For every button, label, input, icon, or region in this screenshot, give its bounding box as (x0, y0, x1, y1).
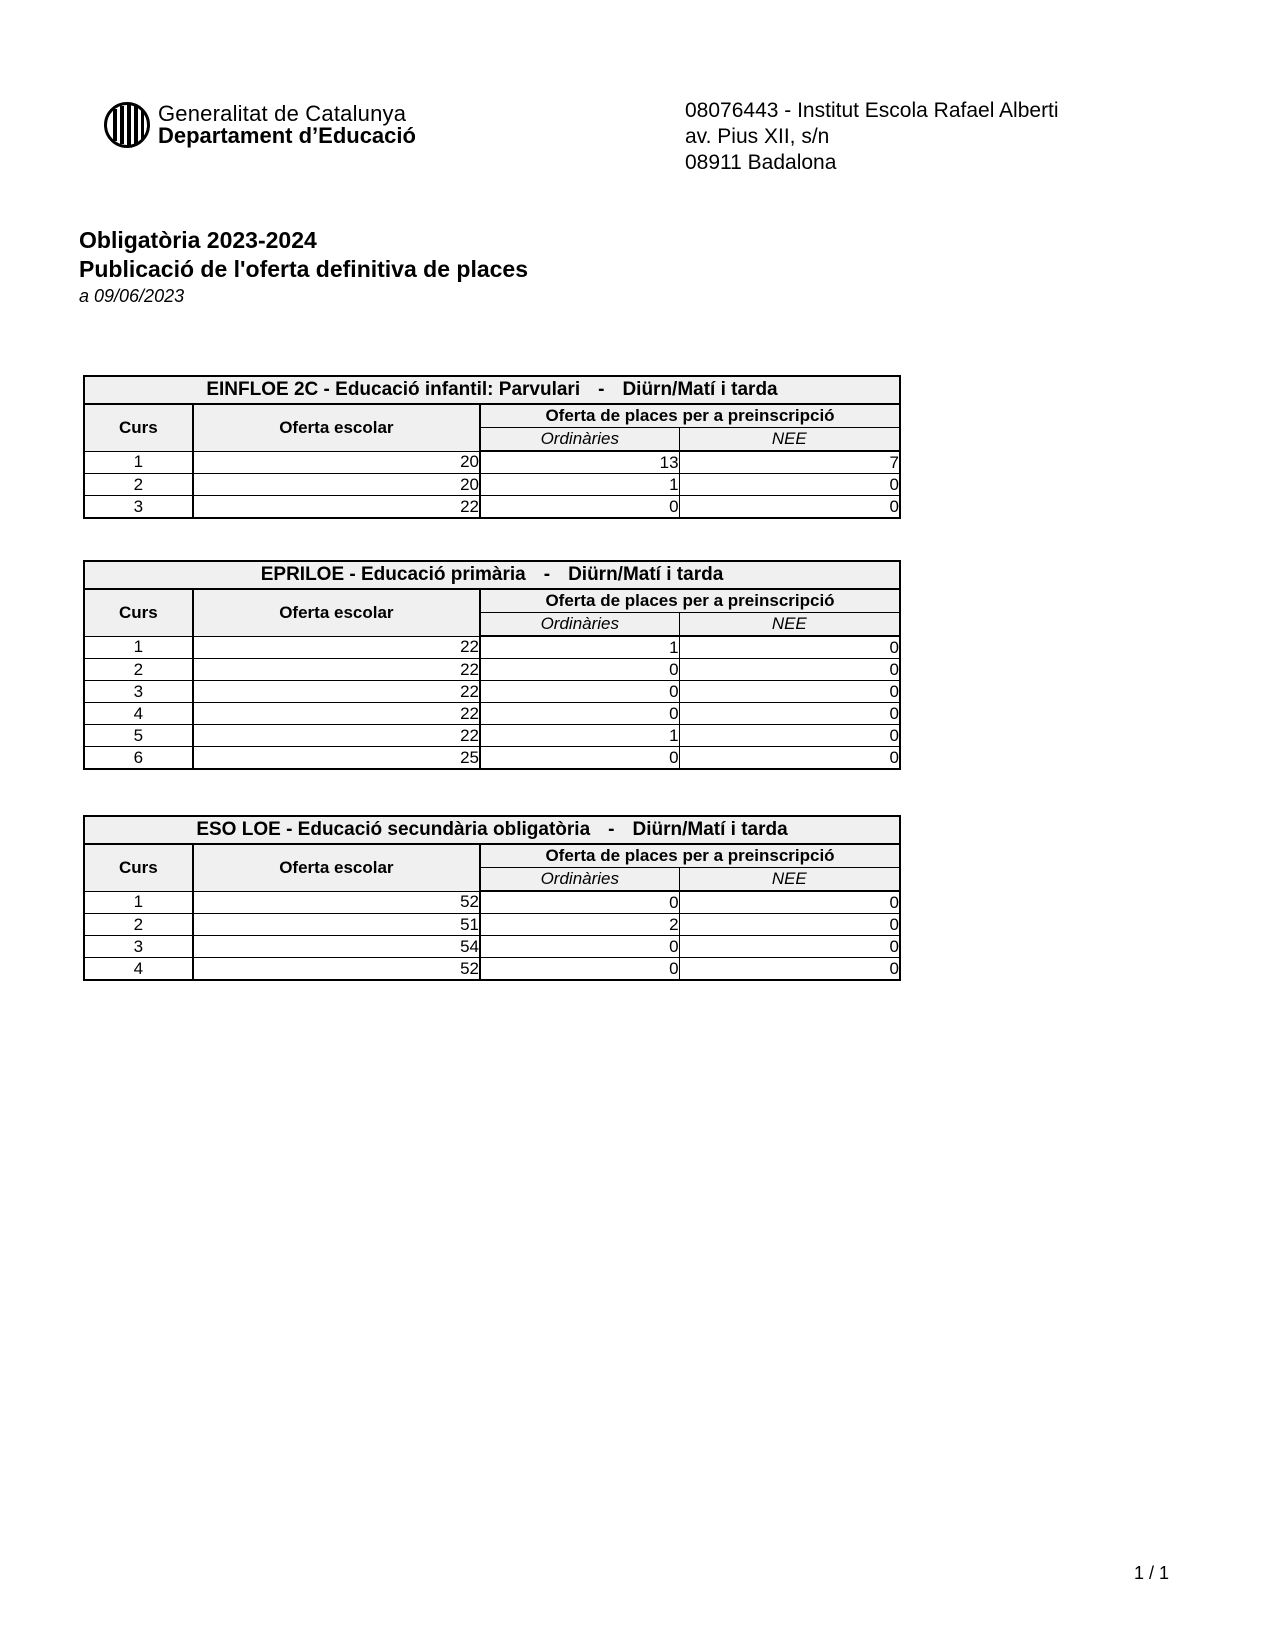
column-header-preinscripcio: Oferta de places per a preinscripció (480, 589, 900, 613)
catalan-emblem-icon (104, 102, 150, 148)
cell-curs: 2 (84, 659, 193, 681)
column-header-ordinaries: Ordinàries (480, 613, 679, 637)
page-number: 1 / 1 (1134, 1563, 1170, 1583)
cell-nee: 0 (679, 474, 900, 496)
column-header-nee: NEE (679, 428, 900, 452)
cell-oferta: 22 (193, 496, 480, 519)
column-header-oferta-escolar: Oferta escolar (193, 404, 480, 451)
cell-oferta: 22 (193, 703, 480, 725)
table-row (84, 725, 900, 747)
table-row (84, 891, 900, 914)
column-header-preinscripcio: Oferta de places per a preinscripció (480, 404, 900, 428)
table-title-schedule: Diürn/Matí i tarda (622, 379, 778, 400)
cell-oferta: 20 (193, 474, 480, 496)
table-title-separator: - (543, 564, 551, 585)
cell-ordinaries: 0 (480, 703, 679, 725)
cell-nee: 0 (679, 496, 900, 519)
column-header-ordinaries: Ordinàries (480, 428, 679, 452)
table-title (84, 561, 900, 589)
cell-oferta: 22 (193, 659, 480, 681)
cell-oferta: 51 (193, 914, 480, 936)
cell-curs: 1 (84, 891, 193, 914)
cell-oferta: 25 (193, 747, 480, 770)
column-header-curs: Curs (84, 404, 193, 451)
cell-oferta: 22 (193, 681, 480, 703)
cell-oferta: 52 (193, 958, 480, 981)
cell-nee: 0 (679, 914, 900, 936)
table-row (84, 703, 900, 725)
cell-nee: 0 (679, 958, 900, 981)
table-title-name: EINFLOE 2C - Educació infantil: Parvulari (206, 379, 581, 400)
table-title-name: ESO LOE - Educació secundària obligatòria (196, 819, 591, 840)
cell-nee: 7 (679, 451, 900, 474)
cell-curs: 4 (84, 703, 193, 725)
cell-curs: 3 (84, 936, 193, 958)
table-title-separator: - (608, 819, 615, 840)
cell-nee: 0 (679, 936, 900, 958)
cell-oferta: 52 (193, 891, 480, 914)
cell-ordinaries: 0 (480, 496, 679, 519)
cell-ordinaries: 2 (480, 914, 679, 936)
cell-ordinaries: 0 (480, 891, 679, 914)
cell-nee: 0 (679, 725, 900, 747)
cell-curs: 1 (84, 451, 193, 474)
table-title-schedule: Diürn/Matí i tarda (568, 564, 724, 585)
table-title-separator: - (598, 379, 605, 400)
table-row (84, 659, 900, 681)
cell-ordinaries: 0 (480, 659, 679, 681)
table-row (84, 681, 900, 703)
cell-curs: 2 (84, 474, 193, 496)
table-row (84, 936, 900, 958)
document-heading (79, 226, 528, 308)
column-header-curs: Curs (84, 589, 193, 636)
table-title (84, 376, 900, 404)
cell-ordinaries: 0 (480, 747, 679, 770)
table-row (84, 747, 900, 770)
school-city: 08911 Badalona (685, 151, 837, 174)
cell-nee: 0 (679, 891, 900, 914)
cell-ordinaries: 13 (480, 451, 679, 474)
cell-nee: 0 (679, 659, 900, 681)
cell-oferta: 54 (193, 936, 480, 958)
cell-nee: 0 (679, 681, 900, 703)
table-row (84, 474, 900, 496)
cell-nee: 0 (679, 636, 900, 659)
cell-nee: 0 (679, 703, 900, 725)
table-row (84, 958, 900, 981)
cell-nee: 0 (679, 747, 900, 770)
table-title (84, 816, 900, 844)
column-header-ordinaries: Ordinàries (480, 868, 679, 892)
logo-text (158, 103, 416, 147)
cell-ordinaries: 0 (480, 936, 679, 958)
table-row (84, 496, 900, 519)
cell-oferta: 22 (193, 636, 480, 659)
cell-ordinaries: 1 (480, 474, 679, 496)
column-header-oferta-escolar: Oferta escolar (193, 589, 480, 636)
column-header-nee: NEE (679, 868, 900, 892)
logo-line-department: Departament d’Educació (158, 123, 416, 148)
cell-curs: 3 (84, 496, 193, 519)
cell-curs: 5 (84, 725, 193, 747)
cell-ordinaries: 0 (480, 681, 679, 703)
generalitat-logo (104, 102, 416, 148)
cell-ordinaries: 1 (480, 636, 679, 659)
cell-curs: 3 (84, 681, 193, 703)
column-header-curs: Curs (84, 844, 193, 891)
cell-curs: 2 (84, 914, 193, 936)
school-code-name: 08076443 - Institut Escola Rafael Alberti (685, 99, 1059, 122)
table-row (84, 451, 900, 474)
column-header-preinscripcio: Oferta de places per a preinscripció (480, 844, 900, 868)
offer-table-eso (83, 815, 901, 981)
column-header-oferta-escolar: Oferta escolar (193, 844, 480, 891)
school-street: av. Pius XII, s/n (685, 125, 830, 148)
logo-line-generalitat: Generalitat de Catalunya (158, 101, 407, 126)
offer-table-primaria (83, 560, 901, 770)
column-header-nee: NEE (679, 613, 900, 637)
offer-table-infantil (83, 375, 901, 519)
cell-ordinaries: 0 (480, 958, 679, 981)
table-title-schedule: Diürn/Matí i tarda (632, 819, 788, 840)
school-address (685, 98, 1059, 176)
document-title: Obligatòria 2023-2024 (79, 227, 317, 253)
cell-oferta: 20 (193, 451, 480, 474)
cell-ordinaries: 1 (480, 725, 679, 747)
document-subtitle: Publicació de l'oferta definitiva de places (79, 256, 528, 282)
cell-oferta: 22 (193, 725, 480, 747)
cell-curs: 1 (84, 636, 193, 659)
table-row (84, 914, 900, 936)
document-date: a 09/06/2023 (79, 286, 185, 306)
cell-curs: 4 (84, 958, 193, 981)
table-title-name: EPRILOE - Educació primària (260, 564, 526, 585)
table-row (84, 636, 900, 659)
cell-curs: 6 (84, 747, 193, 770)
